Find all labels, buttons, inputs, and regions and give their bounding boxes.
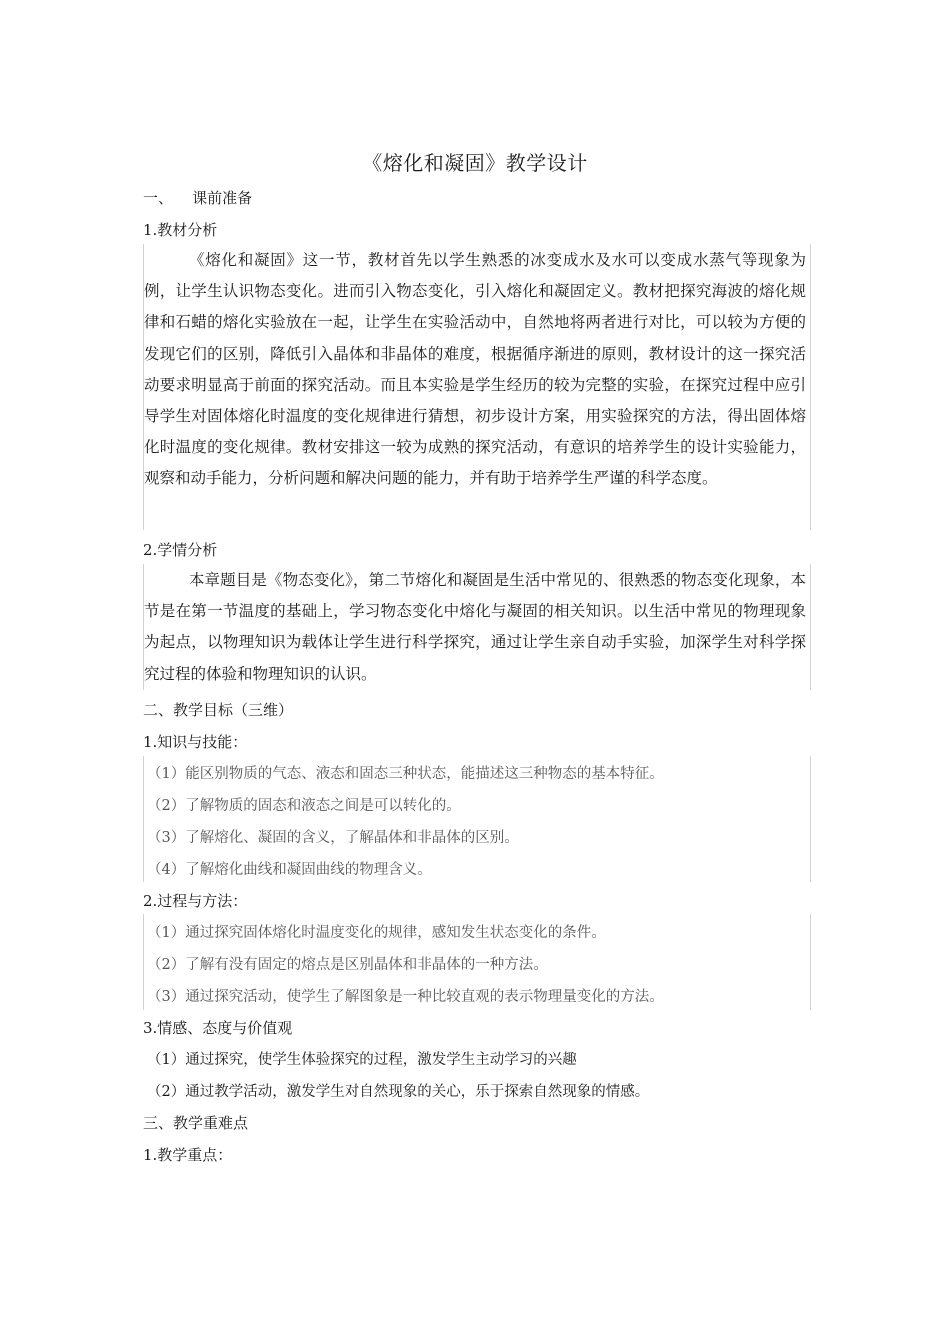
- subheading-textbook-analysis: 1.教材分析: [143, 221, 218, 239]
- knowledge-item: （1）能区别物质的气态、液态和固态三种状态，能描述这三种物态的基本特征。: [147, 766, 664, 782]
- subheading-process-method: 2.过程与方法：: [143, 892, 248, 910]
- knowledge-item: （3）了解熔化、凝固的含义，了解晶体和非晶体的区别。: [147, 830, 519, 846]
- emotion-item: （1）通过探究，使学生体验探究的过程，激发学生主动学习的兴趣: [147, 1052, 577, 1068]
- section-heading-key-difficulties: 三、教学重难点: [143, 1114, 249, 1132]
- section-heading-objectives: 二、教学目标（三维）: [143, 701, 294, 719]
- student-analysis-text: 本章题目是《物态变化》，第二节熔化和凝固是生活中常见的、很熟悉的物态变化现象，本节是在第一节温度的基础上，学习物态变化中熔化与凝固的相关知识。以生活中常见的物理现象为起点，以物理知识为载体让学生进行科学探究，通过让学生亲自动手实验，加深学生对科学探究过程的体验和物理知识的认识。: [144, 571, 806, 683]
- process-item: （2）了解有没有固定的熔点是区别晶体和非晶体的一种方法。: [147, 957, 548, 973]
- section-heading-preparation: 一、 课前准备: [143, 189, 253, 207]
- process-item: （1）通过探究固体熔化时温度变化的规律，感知发生状态变化的条件。: [147, 925, 606, 941]
- subheading-knowledge-skills: 1.知识与技能：: [143, 733, 248, 751]
- subheading-key-points: 1.教学重点：: [143, 1146, 233, 1164]
- process-item: （3）通过探究活动，使学生了解图象是一种比较直观的表示物理量变化的方法。: [147, 989, 664, 1005]
- document-title: 《熔化和凝固》教学设计: [362, 151, 588, 175]
- emotion-item: （2）通过教学活动，激发学生对自然现象的关心，乐于探索自然现象的情感。: [147, 1084, 650, 1100]
- subheading-student-analysis: 2.学情分析: [143, 541, 218, 559]
- knowledge-item: （4）了解熔化曲线和凝固曲线的物理含义。: [147, 862, 432, 878]
- knowledge-item: （2）了解物质的固态和液态之间是可以转化的。: [147, 798, 461, 814]
- subheading-emotion-values: 3.情感、态度与价值观: [143, 1019, 293, 1037]
- textbook-analysis-text: 《熔化和凝固》这一节，教材首先以学生熟悉的冰变成水及水可以变成水蒸气等现象为例，让学生认识物态变化。进而引入物态变化，引入熔化和凝固定义。教材把探究海波的熔化规律和石蜡的熔化实验放在一起，让学生在实验活动中，自然地将两者进行对比，可以较为方便的发现它们的区别，降低引入晶体和非晶体的难度，根据循序渐进的原则，教材设计的这一探究活动要求明显高于前面的探究活动。而且本实验是学生经历的较为完整的实验，在探究过程中应引导学生对固体熔化时温度的变化规律进行猜想，初步设计方案，用实验探究的方法，得出固体熔化时温度的变化规律。教材安排这一较为成熟的探究活动，有意识的培养学生的设计实验能力，观察和动手能力，分析问题和解决问题的能力，并有助于培养学生严谨的科学态度。: [144, 251, 806, 488]
